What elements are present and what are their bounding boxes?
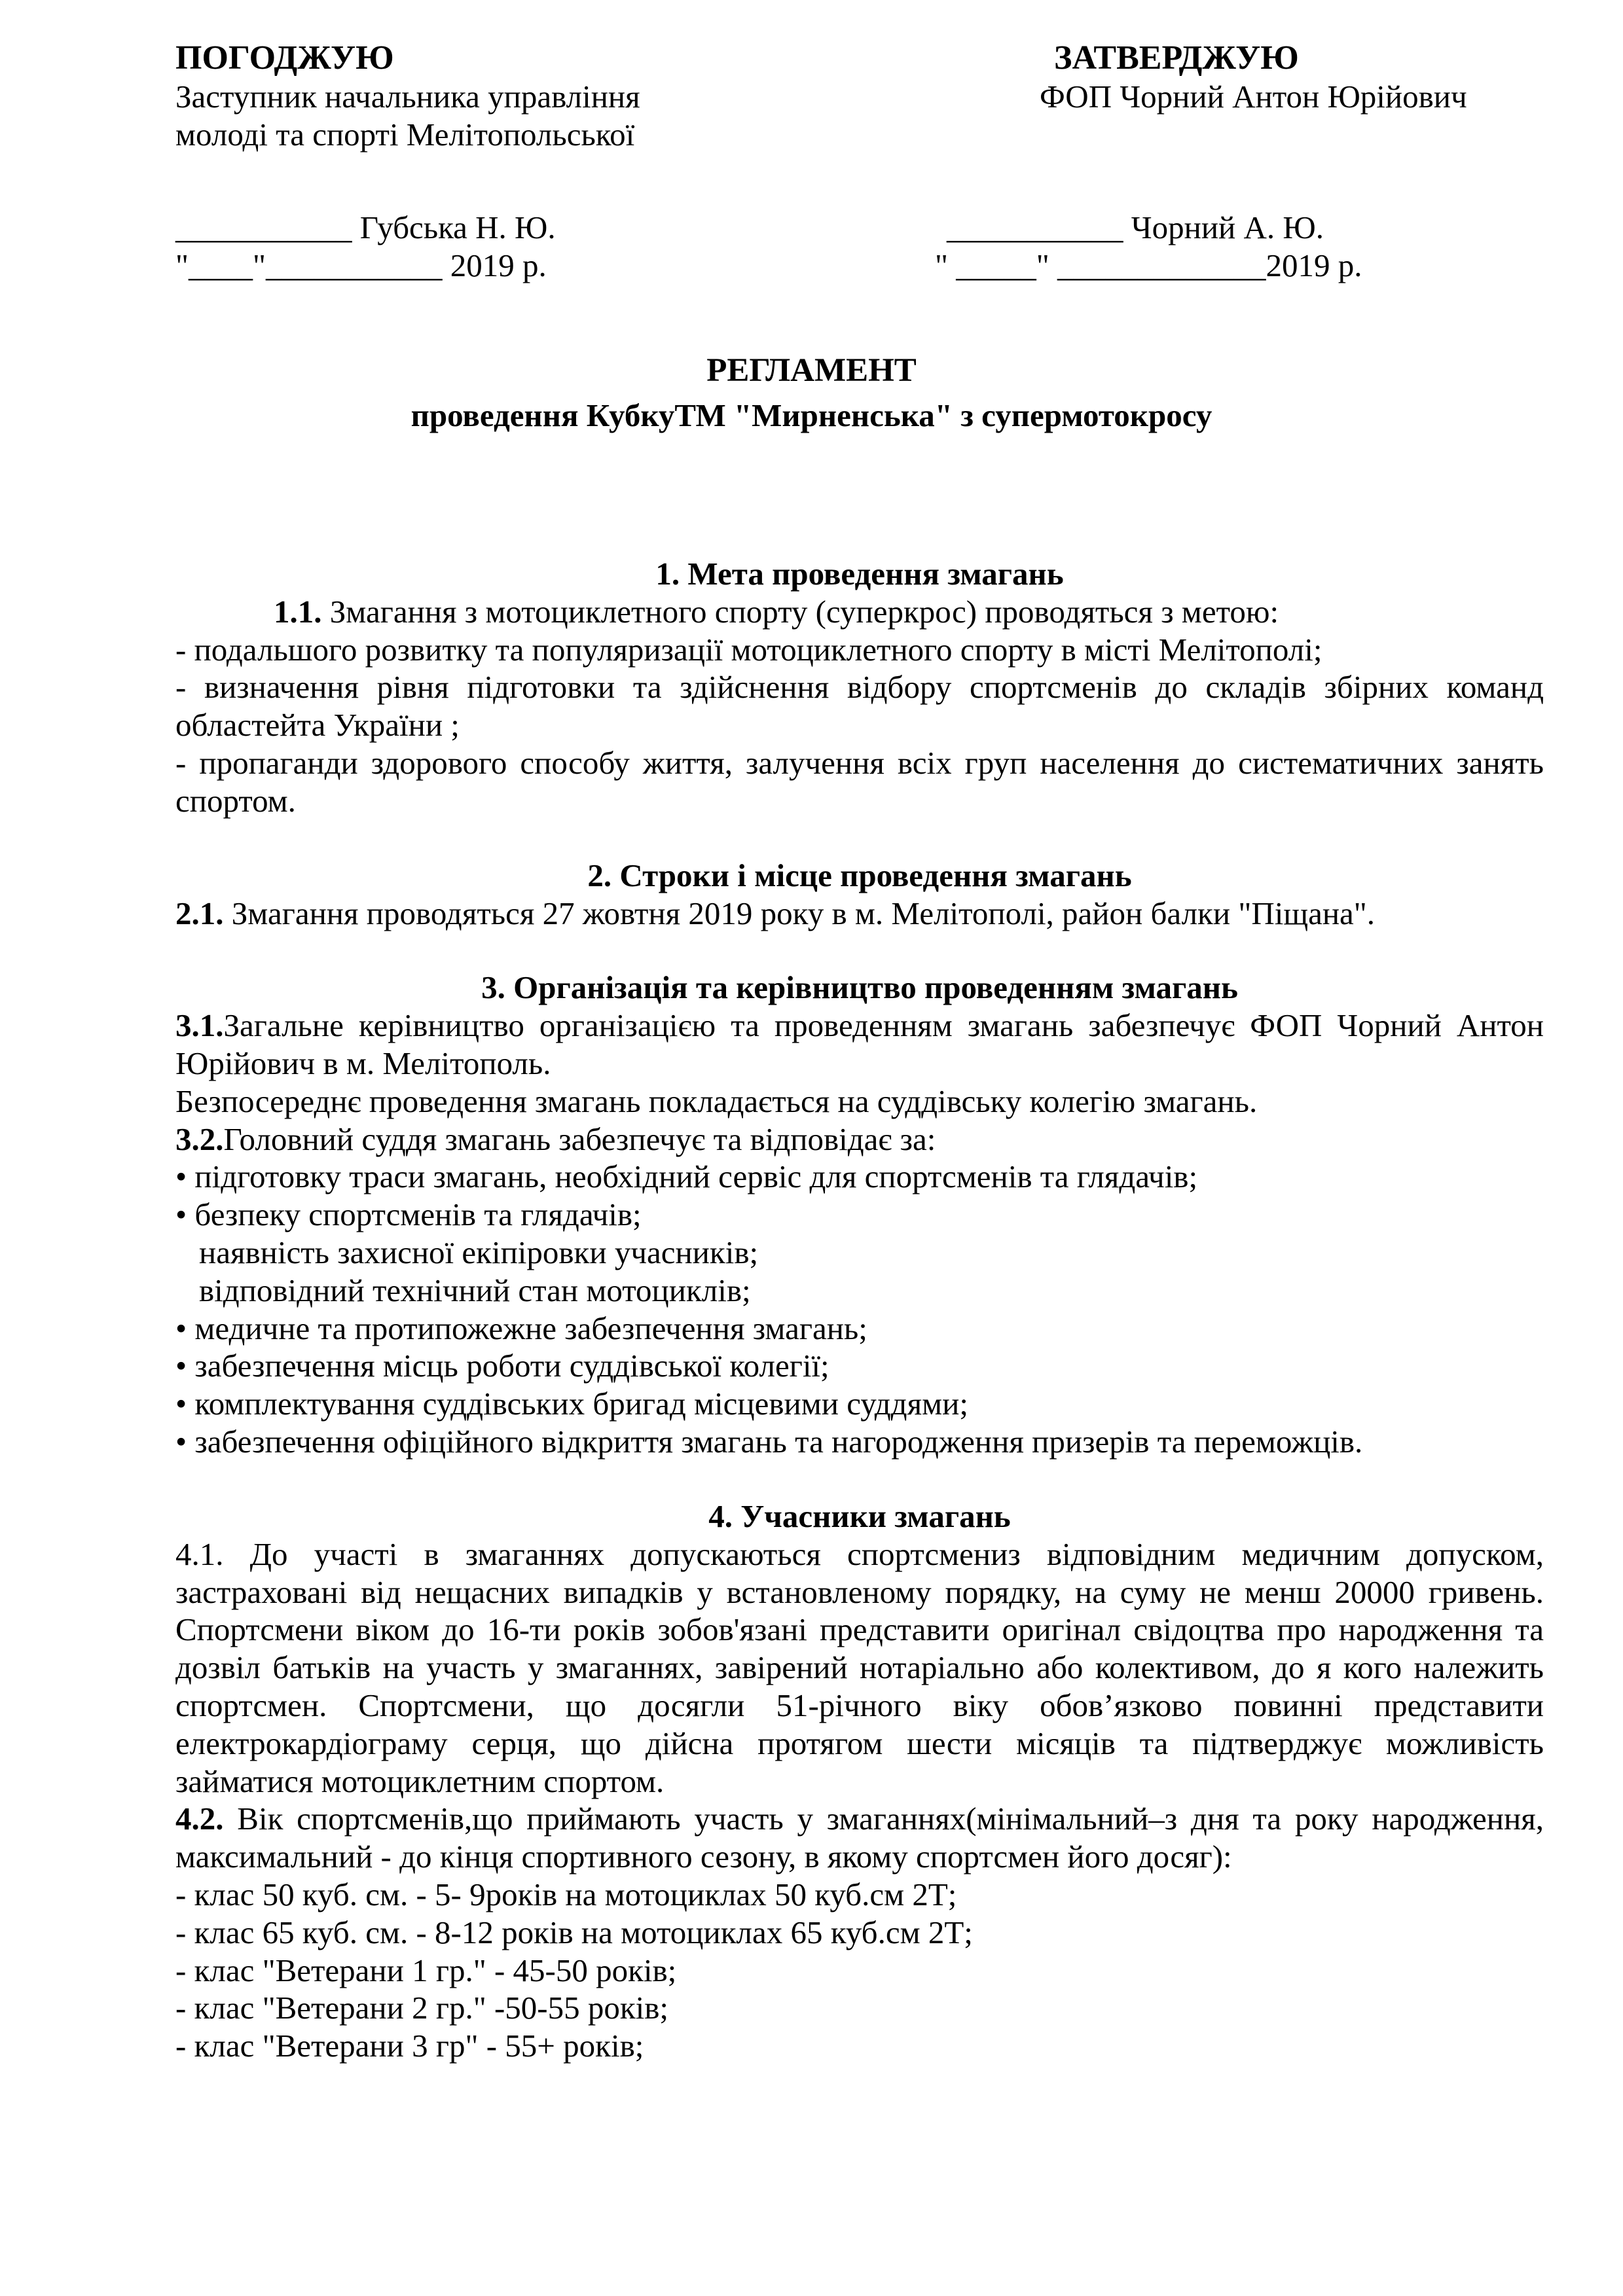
- section-4-paragraph-2: [175, 1800, 1544, 1876]
- section-3-title: 3. Організація та керівництво проведенням змагань: [481, 969, 1238, 1006]
- section-1-item: - пропаганди здорового способу життя, залучення всіх груп населення до систематичних занять спортом.: [175, 745, 1544, 819]
- section-2-title: 2. Строки і місце проведення змагань: [587, 857, 1132, 893]
- section-3-bullet: • підготовку траси змагань, необхідний сервіс для спортсменів та глядачів;: [175, 1158, 1198, 1195]
- agree-position-line2: молоді та спорті Мелітопольської: [175, 117, 635, 153]
- section-1-paragraph-1: [175, 593, 1544, 631]
- paragraph-number: 3.2.: [175, 1121, 224, 1157]
- paragraph-text: Загальне керівництво організацією та проведенням змагань забезпечує ФОП Чорний Антон Юрійович в м. Мелітополь.: [175, 1007, 1544, 1081]
- section-4-title: 4. Учасники змагань: [708, 1498, 1011, 1534]
- document-subtitle: проведення КубкуТМ "Мирненська" з супермотокросу: [410, 397, 1213, 434]
- section-4-class-item: - клас 50 куб. см. - 5- 9років на мотоциклах 50 куб.см 2Т;: [175, 1876, 957, 1912]
- section-4-class-item: - клас "Ветерани 1 гр." - 45-50 років;: [175, 1952, 677, 1988]
- agree-position-line1: Заступник начальника управління: [175, 79, 640, 115]
- section-3-bullet: відповідний технічний стан мотоциклів;: [199, 1272, 751, 1308]
- paragraph-text: Головний суддя змагань забезпечує та відповідає за:: [223, 1121, 936, 1157]
- section-3-bullet: наявність захисної екіпіровки учасників;: [199, 1234, 759, 1270]
- section-3-bullet: • комплектування суддівських бригад місцевими суддями;: [175, 1386, 968, 1422]
- paragraph-text: Змагання проводяться 27 жовтня 2019 року в м. Мелітополі, район балки "Піщана".: [223, 895, 1376, 931]
- document-title: РЕГЛАМЕНТ: [706, 352, 917, 389]
- approve-title: ЗАТВЕРДЖУЮ: [1054, 39, 1299, 77]
- approve-date: " _____" _____________2019 р.: [935, 247, 1362, 283]
- section-3-bullet: • забезпечення місць роботи суддівської колегії;: [175, 1348, 830, 1384]
- agree-date: "____"___________ 2019 р.: [175, 247, 547, 283]
- document-heading: [0, 351, 1623, 435]
- section-4-class-item: - клас "Ветерани 3 гр" - 55+ років;: [175, 2028, 644, 2064]
- paragraph-number: 1.1.: [274, 593, 322, 630]
- section-1-item: - подальшого розвитку та популяризації мотоциклетного спорту в місті Мелітополі;: [175, 631, 1322, 668]
- section-1-item: - визначення рівня підготовки та здійснення відбору спортсменів до складів збірних команд областейта України ;: [175, 669, 1544, 744]
- paragraph-number: 4.2.: [175, 1801, 224, 1837]
- approve-signature: ___________ Чорний А. Ю.: [947, 209, 1324, 246]
- section-3-paragraph-1-extra: Безпосереднє проведення змагань покладається на суддівську колегію змагань.: [175, 1083, 1258, 1119]
- section-3-bullet: • безпеку спортсменів та глядачів;: [175, 1196, 642, 1233]
- paragraph-text: Змагання з мотоциклетного спорту (суперкрос) проводяться з метою:: [321, 593, 1279, 630]
- section-4-class-item: - клас 65 куб. см. - 8-12 років на мотоциклах 65 куб.см 2Т;: [175, 1914, 973, 1950]
- section-3-paragraph-1: [175, 1007, 1544, 1083]
- section-2-paragraph-1: [175, 895, 1544, 933]
- document-body: [175, 555, 1544, 2065]
- agree-block: [175, 38, 640, 285]
- section-4-paragraph-1: 4.1. До участі в змаганнях допускаються спортсмениз відповідним медичним допуском, застраховані від нещасних випадків у встановленому порядку, на суму не менш 20000 гривень. Спортсмени віком до 16-ти років зобов'язані представити оригінал свідоцтва про народження та дозвіл батьків на участь у змаганнях, завірений нотаріально або колективом, до я кого належить спортсмен. Спортсмени, що досягли 51-річного віку обов’язково повинні представити електрокардіограму серця, що дійсна протягом шести місяців та підтверджує можливість займатися мотоциклетним спортом.: [175, 1535, 1544, 1799]
- paragraph-text: Вік спортсменів,що приймають участь у змаганнях(мінімальний–з дня та року народження, максимальний - до кінця спортивного сезону, в якому спортсмен його досяг):: [175, 1801, 1544, 1875]
- section-3-bullet: • медичне та протипожежне забезпечення змагань;: [175, 1310, 867, 1346]
- section-1-title: 1. Мета проведення змагань: [655, 556, 1064, 592]
- agree-signature: ___________ Губська Н. Ю.: [175, 209, 556, 245]
- paragraph-number: 3.1.: [175, 1007, 224, 1044]
- approve-block: [935, 38, 1467, 285]
- approve-position: ФОП Чорний Антон Юрійович: [1040, 79, 1467, 115]
- agree-title: ПОГОДЖУЮ: [175, 39, 394, 77]
- section-4-class-item: - клас "Ветерани 2 гр." -50-55 років;: [175, 1990, 669, 2026]
- paragraph-number: 2.1.: [175, 895, 224, 931]
- section-3-bullet: • забезпечення офіційного відкриття змагань та нагородження призерів та переможців.: [175, 1424, 1363, 1460]
- section-3-paragraph-2: [175, 1121, 1544, 1158]
